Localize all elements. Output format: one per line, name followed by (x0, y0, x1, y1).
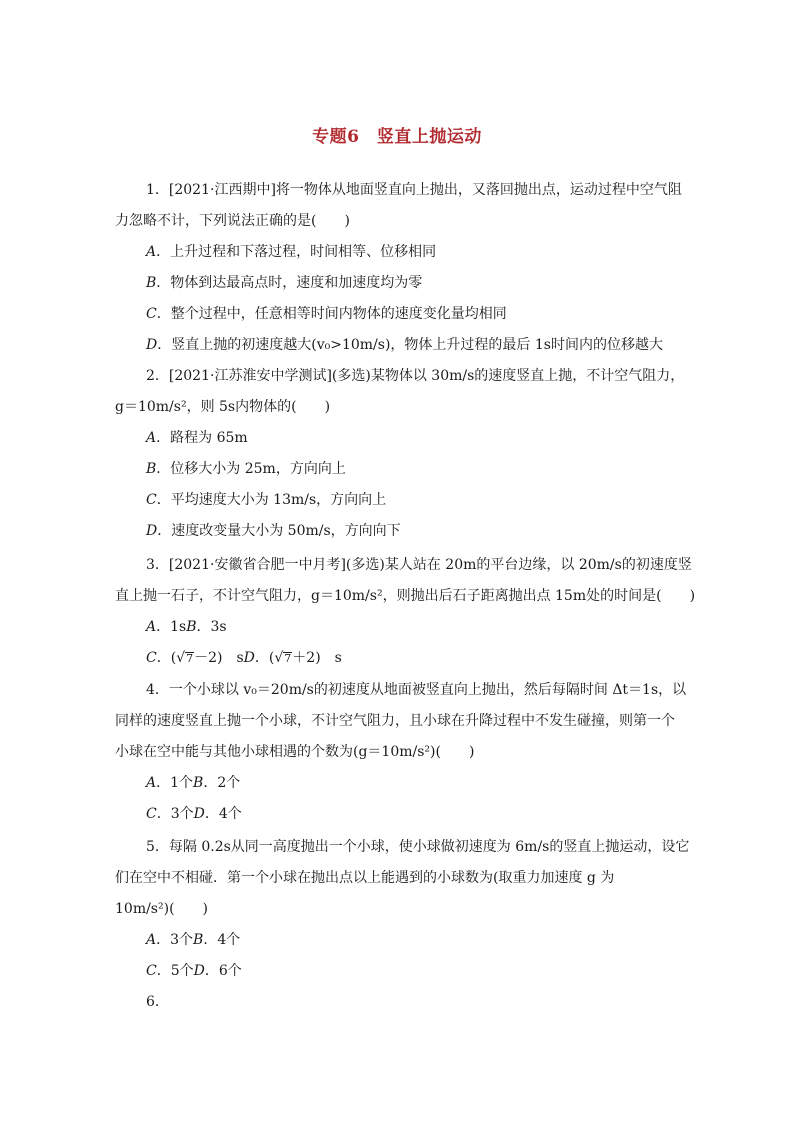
option-text: ．路程为 65m (156, 430, 248, 446)
question-4-options-cd (146, 804, 242, 824)
question-1-option-d (146, 335, 663, 355)
question-4-options-ab (146, 773, 240, 793)
option-text: ．上升过程和下落过程，时间相等、位移相同 (156, 244, 437, 260)
option-text: ．4个 (204, 806, 242, 822)
radicand: 7 (284, 652, 292, 665)
question-2-option-b (146, 459, 346, 479)
option-letter: B (146, 275, 157, 291)
option-letter: D (146, 523, 158, 539)
question-3-line-2: 直上抛一石子，不计空气阻力，g＝10m/s²，则抛出后石子距离抛出点 15m处的时间是( ) (115, 588, 696, 604)
option-letter: C (146, 492, 157, 508)
radicand: 7 (186, 652, 194, 665)
option-text: ．物体到达最高点时，速度和加速度均为零 (156, 275, 423, 291)
question-5-options-cd (146, 961, 242, 981)
option-text: ．整个过程中，任意相等时间内物体的速度变化量均相同 (156, 306, 507, 322)
option-text: ．速度改变量大小为 50m/s，方向向下 (157, 523, 401, 539)
question-4-line-2: 同样的速度竖直上抛一个小球，不计空气阻力，且小球在升降过程中不发生碰撞，则第一个 (115, 713, 675, 729)
option-text: ．3s (196, 619, 227, 635)
option-letter: C (146, 806, 157, 822)
option-text: ．6个 (204, 963, 242, 979)
option-text: ．( (156, 650, 177, 666)
question-2-option-a (146, 428, 248, 448)
sqrt-symbol: √ (176, 650, 186, 666)
question-5-options-ab (146, 930, 240, 950)
option-letter: A (146, 430, 157, 446)
question-3-options-ab (146, 617, 227, 637)
option-letter: B (193, 932, 204, 948)
question-1-option-b (146, 273, 422, 293)
option-text: ．3个 (156, 806, 194, 822)
option-letter: C (146, 650, 157, 666)
option-letter: A (146, 932, 157, 948)
question-2-option-c (146, 490, 386, 510)
option-text: ．1s (156, 619, 187, 635)
option-text: ．5个 (156, 963, 194, 979)
question-2-line-1: 2．[2021·江苏淮安中学测试](多选)某物体以 30m/s的速度竖直上抛，不计空气阻力， (146, 368, 685, 384)
question-1-line-2: 力忽略不计，下列说法正确的是( ) (115, 213, 350, 229)
option-letter: D (193, 963, 205, 979)
option-letter: B (146, 461, 157, 477)
option-text: ．竖直上抛的初速度越大(v₀>10m/s)，物体上升过程的最后 1s时间内的位移越大 (157, 337, 663, 353)
option-text: ．平均速度大小为 13m/s，方向向上 (156, 492, 387, 508)
option-text: ＋2) s (292, 650, 342, 666)
question-3-options-cd (146, 648, 342, 668)
question-4-line-1: 4．一个小球以 v₀＝20m/s的初速度从地面被竖直向上抛出，然后每隔时间 Δt＝1s，以 (146, 682, 687, 698)
option-letter: A (146, 775, 157, 791)
option-text: ．4个 (203, 932, 241, 948)
question-3-line-1: 3．[2021·安徽省合肥一中月考](多选)某人站在 20m的平台边缘，以 20m/s的初速度竖 (146, 557, 692, 573)
option-text: ．2个 (203, 775, 241, 791)
option-letter: A (146, 244, 157, 260)
question-2-line-2: g＝10m/s²，则 5s内物体的( ) (115, 399, 331, 415)
option-text: ．位移大小为 25m，方向向上 (156, 461, 346, 477)
sqrt-symbol: √ (274, 650, 284, 666)
option-text: ．1个 (156, 775, 194, 791)
question-1-option-c (146, 304, 507, 324)
option-text: －2) s (194, 650, 244, 666)
question-5-line-3: 10m/s²)( ) (115, 901, 208, 917)
option-letter: D (243, 650, 255, 666)
question-1-line-1: 1．[2021·江西期中]将一物体从地面竖直向上抛出，又落回抛出点，运动过程中空气阻 (146, 182, 682, 198)
option-letter: C (146, 963, 157, 979)
question-2-option-d (146, 521, 401, 541)
option-letter: D (146, 337, 158, 353)
option-text: ．( (254, 650, 275, 666)
option-letter: A (146, 619, 157, 635)
question-5-line-2: 们在空中不相碰．第一个小球在抛出点以上能遇到的小球数为(取重力加速度 g 为 (115, 870, 615, 886)
question-5-line-1: 5．每隔 0.2s从同一高度抛出一个小球，使小球做初速度为 6m/s的竖直上抛运动，设它 (146, 839, 690, 855)
question-6-line-1: 6. (146, 994, 160, 1010)
question-1-option-a (146, 242, 436, 262)
question-4-line-3: 小球在空中能与其他小球相遇的个数为(g＝10m/s²)( ) (115, 744, 475, 760)
option-letter: D (193, 806, 205, 822)
option-letter: C (146, 306, 157, 322)
option-text: ．3个 (156, 932, 194, 948)
page-title: 专题6 竖直上抛运动 (312, 127, 482, 147)
option-letter: B (193, 775, 204, 791)
option-letter: B (186, 619, 197, 635)
